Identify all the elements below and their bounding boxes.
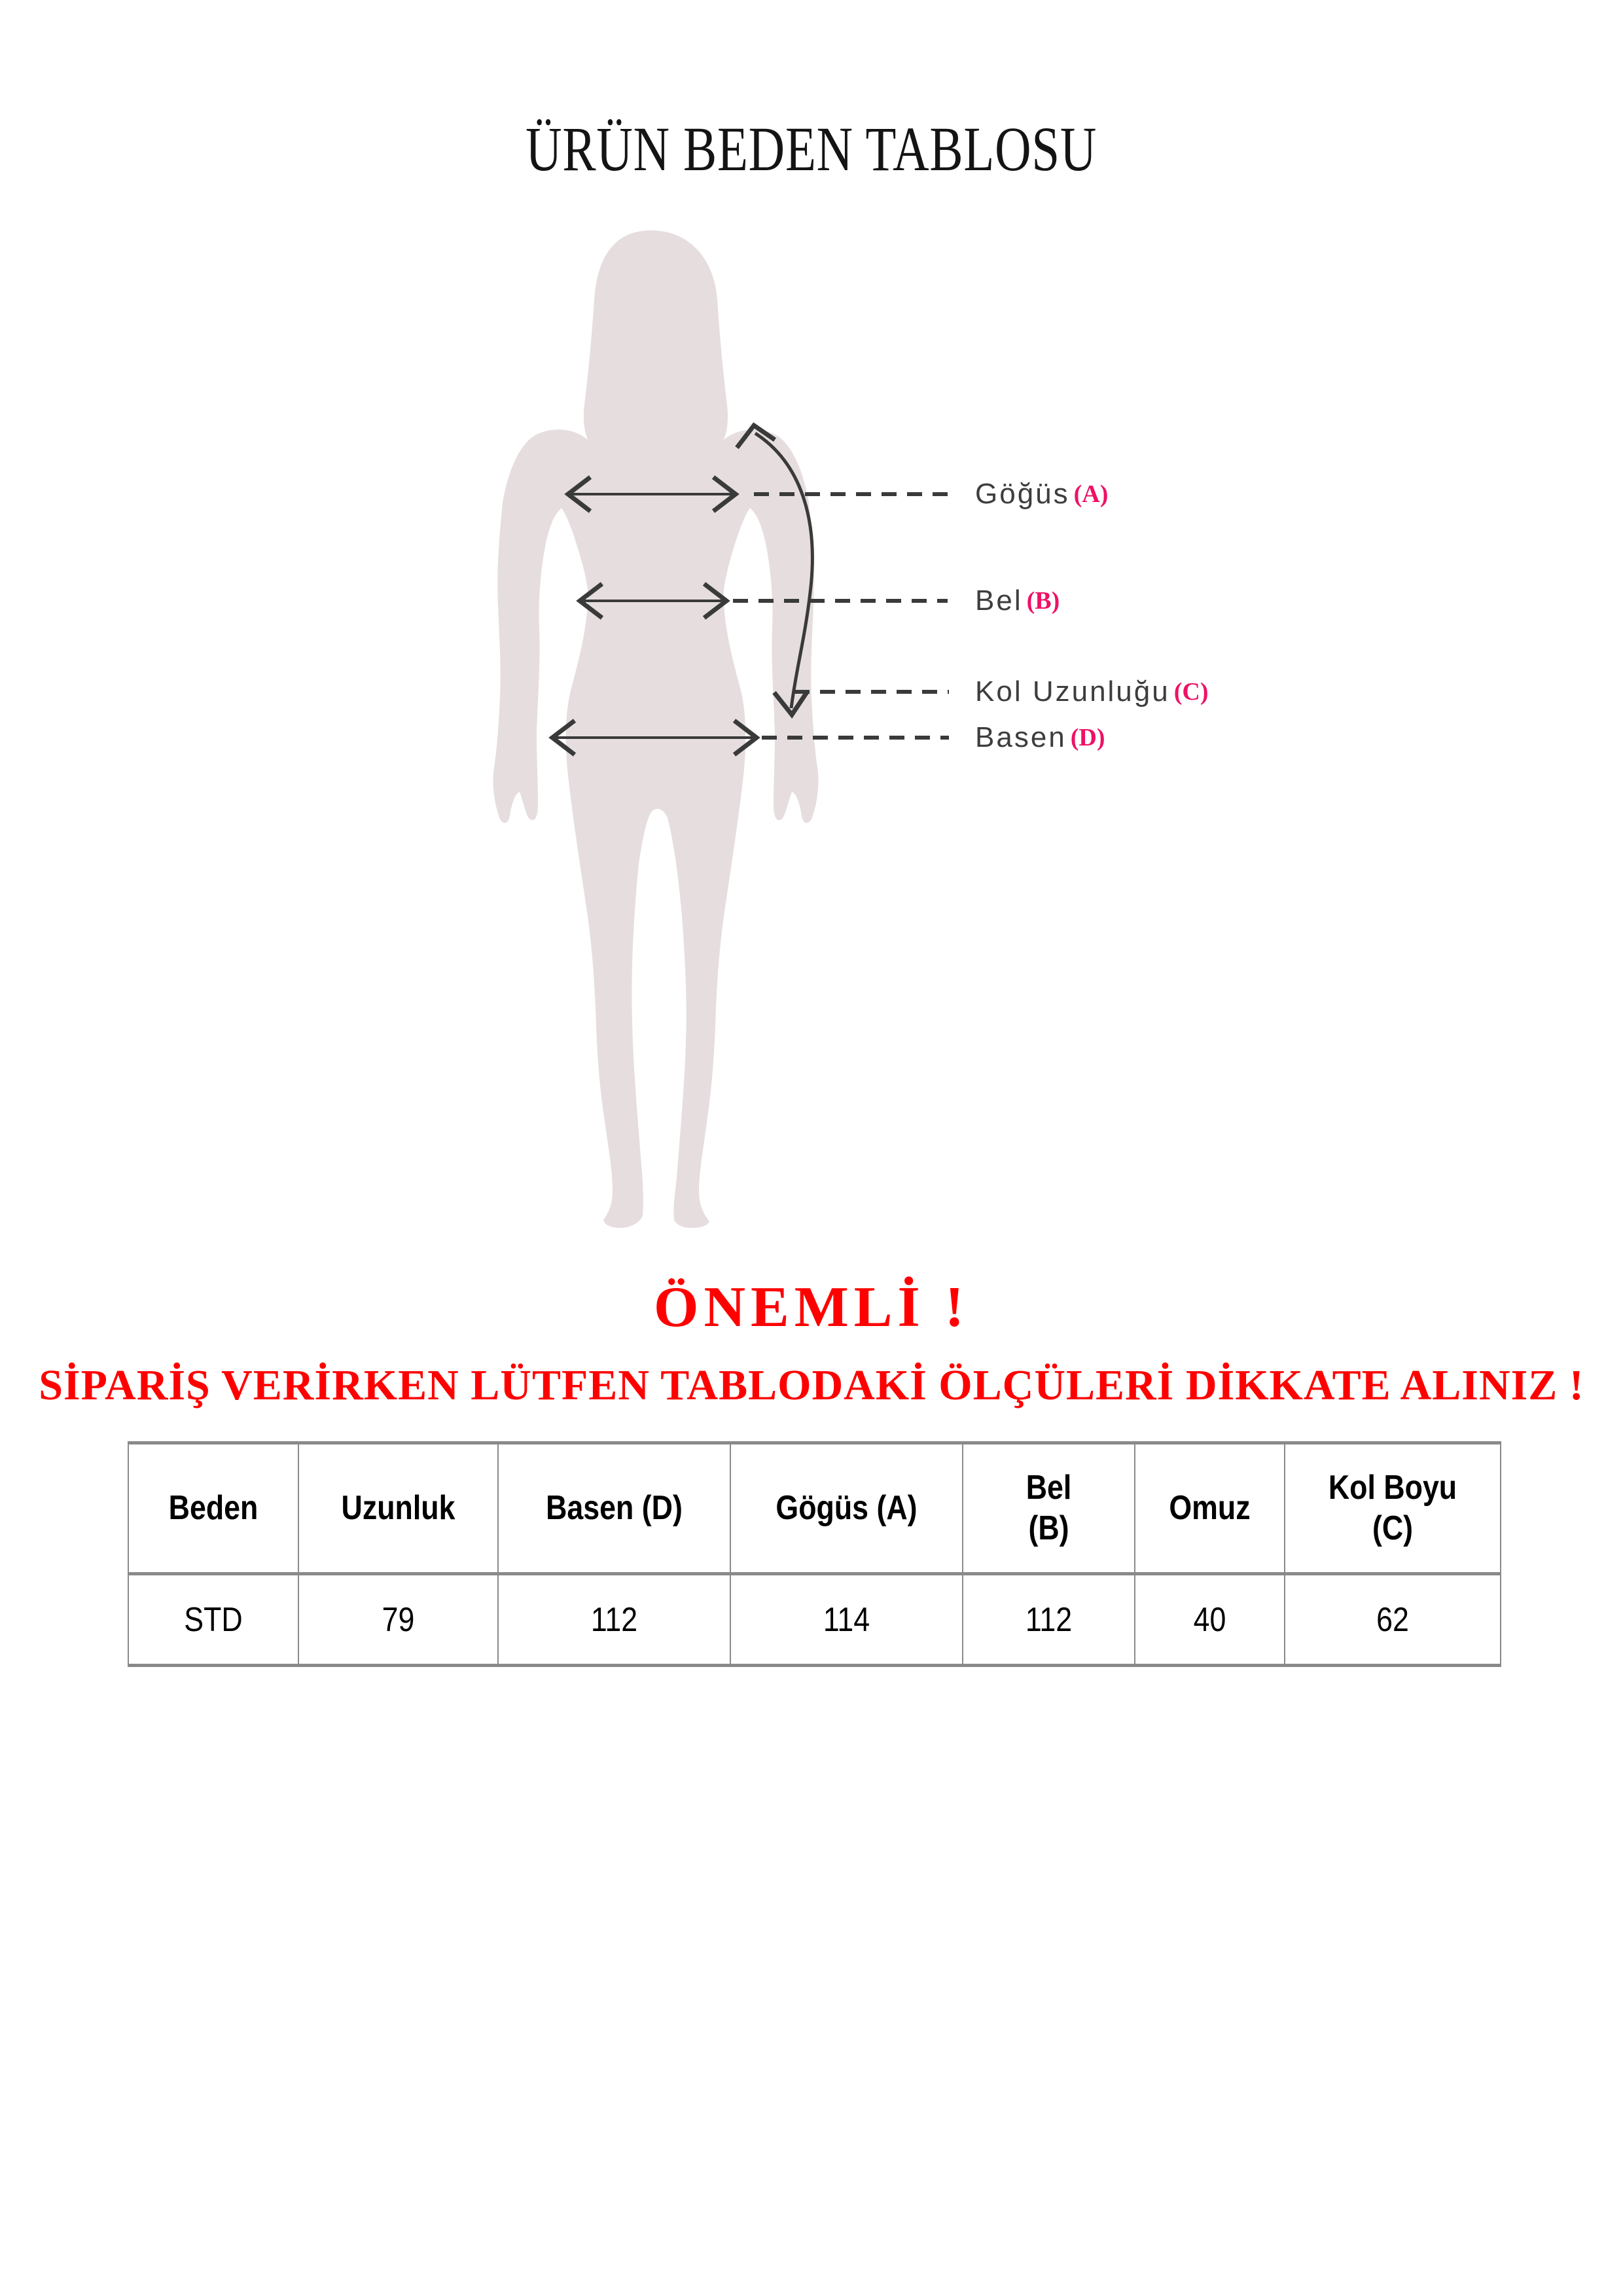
important-heading	[0, 1278, 1623, 1338]
label-waist-code: (B)	[1026, 587, 1060, 615]
header-gogus: Gögüs (A)	[730, 1443, 963, 1574]
label-arm-length-code: (C)	[1173, 678, 1209, 706]
label-hip	[975, 719, 1105, 756]
label-arm-length-text: Kol Uzunluğu	[975, 675, 1170, 708]
size-table	[128, 1441, 1501, 1667]
size-table-header-row	[128, 1443, 1501, 1574]
cell-basen: 112	[498, 1574, 730, 1666]
header-basen: Basen (D)	[498, 1443, 730, 1574]
label-waist-text: Bel	[975, 584, 1023, 617]
cell-kol-boyu: 62	[1285, 1574, 1501, 1666]
page-title	[0, 114, 1623, 184]
female-body-silhouette	[493, 230, 818, 1228]
measurement-figure	[406, 216, 995, 1257]
cell-gogus: 114	[730, 1574, 963, 1666]
cell-uzunluk: 79	[298, 1574, 498, 1666]
label-hip-text: Basen	[975, 721, 1067, 753]
label-chest	[975, 476, 1108, 512]
label-chest-code: (A)	[1073, 480, 1109, 508]
header-bel: Bel (B)	[963, 1443, 1135, 1574]
size-table-data-row	[128, 1574, 1501, 1666]
cell-beden: STD	[128, 1574, 298, 1666]
label-arm-length	[975, 673, 1209, 710]
label-hip-code: (D)	[1070, 724, 1105, 751]
header-kol-boyu: Kol Boyu (C)	[1285, 1443, 1501, 1574]
cell-bel: 112	[963, 1574, 1135, 1666]
label-chest-text: Göğüs	[975, 478, 1070, 510]
page-title-text: ÜRÜN BEDEN TABLOSU	[526, 114, 1097, 184]
header-omuz: Omuz	[1135, 1443, 1285, 1574]
label-waist	[975, 583, 1060, 619]
important-heading-text: ÖNEMLİ !	[654, 1276, 969, 1339]
header-uzunluk: Uzunluk	[298, 1443, 498, 1574]
header-beden: Beden	[128, 1443, 298, 1574]
warning-text: SİPARİŞ VERİRKEN LÜTFEN TABLODAKİ ÖLÇÜLERİ DİKKATE ALINIZ !	[39, 1361, 1584, 1409]
cell-omuz: 40	[1135, 1574, 1285, 1666]
